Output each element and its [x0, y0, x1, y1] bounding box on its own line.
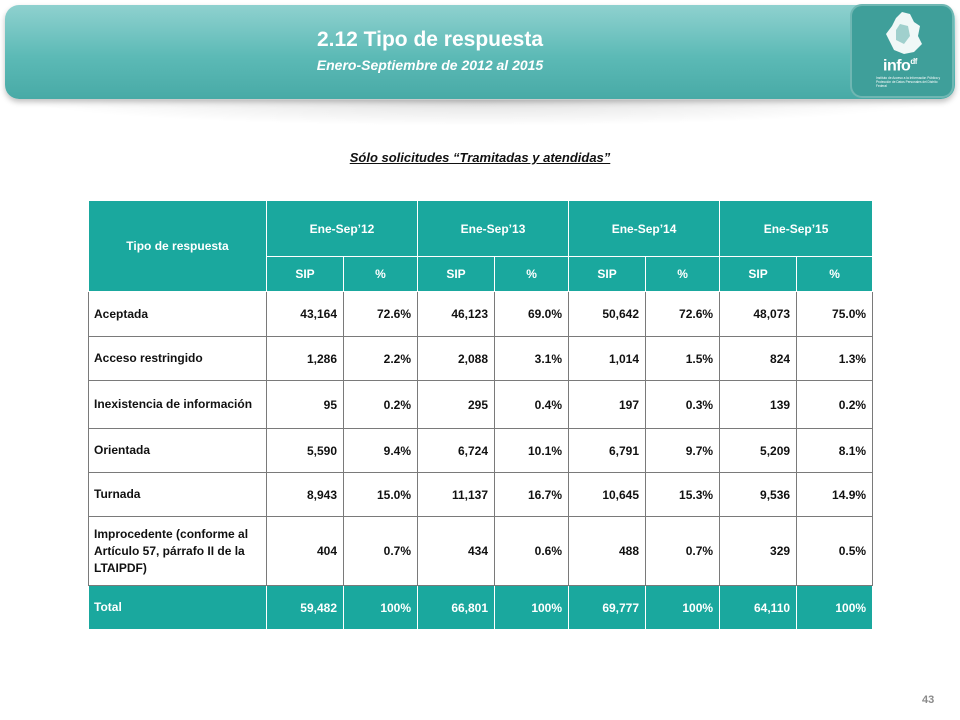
row-label: Improcedente (conforme al Artículo 57, párrafo II de la LTAIPDF)	[89, 517, 267, 586]
cell: 75.0%	[797, 292, 873, 337]
row-label: Turnada	[89, 473, 267, 517]
cell: 0.7%	[646, 517, 720, 586]
cell: 0.2%	[797, 381, 873, 429]
infodf-logo	[850, 4, 954, 98]
row-label: Acceso restringido	[89, 337, 267, 381]
cell: 404	[267, 517, 344, 586]
col-header-period: Ene-Sep’12	[267, 201, 418, 257]
cell: 43,164	[267, 292, 344, 337]
cell: 95	[267, 381, 344, 429]
cell: 488	[569, 517, 646, 586]
page-title: 2.12 Tipo de respuesta	[316, 28, 544, 51]
cell: 0.2%	[344, 381, 418, 429]
cell: 1.5%	[646, 337, 720, 381]
cell: 48,073	[720, 292, 797, 337]
cell: 50,642	[569, 292, 646, 337]
cell: 1.3%	[797, 337, 873, 381]
table-row	[89, 517, 873, 586]
sub-header: SIP	[267, 257, 344, 292]
cell: 10.1%	[495, 429, 569, 473]
row-label: Inexistencia de información	[89, 381, 267, 429]
cell: 9.7%	[646, 429, 720, 473]
cell: 1,286	[267, 337, 344, 381]
row-label: Total	[89, 586, 267, 630]
header-band	[5, 5, 955, 99]
cell: 2.2%	[344, 337, 418, 381]
cell: 10,645	[569, 473, 646, 517]
cell: 69.0%	[495, 292, 569, 337]
logo-wordmark: info$^{df}$	[883, 57, 917, 75]
table-row	[89, 429, 873, 473]
sub-header: %	[797, 257, 873, 292]
cell: 824	[720, 337, 797, 381]
cell: 6,791	[569, 429, 646, 473]
cell: 434	[418, 517, 495, 586]
col-header-period: Ene-Sep’15	[720, 201, 873, 257]
sub-header: %	[646, 257, 720, 292]
cell: 100%	[344, 586, 418, 630]
cell: 197	[569, 381, 646, 429]
table-row	[89, 292, 873, 337]
header-shadow	[20, 100, 940, 126]
cell: 5,590	[267, 429, 344, 473]
col-header-tipo: Tipo de respuesta	[89, 201, 267, 292]
logo-caption: Instituto de Acceso a la Información Pública y Protección de Datos Personales del Distrito Federal	[876, 76, 941, 88]
cell: 1,014	[569, 337, 646, 381]
cell: 14.9%	[797, 473, 873, 517]
cell: 100%	[495, 586, 569, 630]
cell: 11,137	[418, 473, 495, 517]
cell: 6,724	[418, 429, 495, 473]
table-row	[89, 337, 873, 381]
cell: 72.6%	[646, 292, 720, 337]
cell: 0.7%	[344, 517, 418, 586]
row-label: Aceptada	[89, 292, 267, 337]
sub-header: %	[344, 257, 418, 292]
cell: 8,943	[267, 473, 344, 517]
cell: 16.7%	[495, 473, 569, 517]
cell: 46,123	[418, 292, 495, 337]
cell: 139	[720, 381, 797, 429]
sub-header: SIP	[418, 257, 495, 292]
cell: 72.6%	[344, 292, 418, 337]
cell: 3.1%	[495, 337, 569, 381]
cell: 0.6%	[495, 517, 569, 586]
cell: 64,110	[720, 586, 797, 630]
cell: 15.3%	[646, 473, 720, 517]
cell: 100%	[797, 586, 873, 630]
cell: 5,209	[720, 429, 797, 473]
table-row	[89, 473, 873, 517]
page-number: 43	[922, 694, 935, 706]
cell: 8.1%	[797, 429, 873, 473]
sub-header: %	[495, 257, 569, 292]
cell: 100%	[646, 586, 720, 630]
cell: 69,777	[569, 586, 646, 630]
header-row-periods	[89, 201, 873, 257]
cell: 15.0%	[344, 473, 418, 517]
sub-header: SIP	[569, 257, 646, 292]
sub-header: SIP	[720, 257, 797, 292]
cell: 0.5%	[797, 517, 873, 586]
cell: 295	[418, 381, 495, 429]
col-header-period: Ene-Sep’14	[569, 201, 720, 257]
cell: 59,482	[267, 586, 344, 630]
cell: 0.4%	[495, 381, 569, 429]
cell: 0.3%	[646, 381, 720, 429]
total-row	[89, 586, 873, 630]
cell: 2,088	[418, 337, 495, 381]
col-header-period: Ene-Sep’13	[418, 201, 569, 257]
cell: 66,801	[418, 586, 495, 630]
cell: 9,536	[720, 473, 797, 517]
table-row	[89, 381, 873, 429]
row-label: Orientada	[89, 429, 267, 473]
table-caption: Sólo solicitudes “Tramitadas y atendidas”	[349, 150, 611, 165]
page-subtitle: Enero-Septiembre de 2012 al 2015	[316, 57, 544, 73]
response-type-table	[88, 200, 873, 630]
cell: 329	[720, 517, 797, 586]
cell: 9.4%	[344, 429, 418, 473]
